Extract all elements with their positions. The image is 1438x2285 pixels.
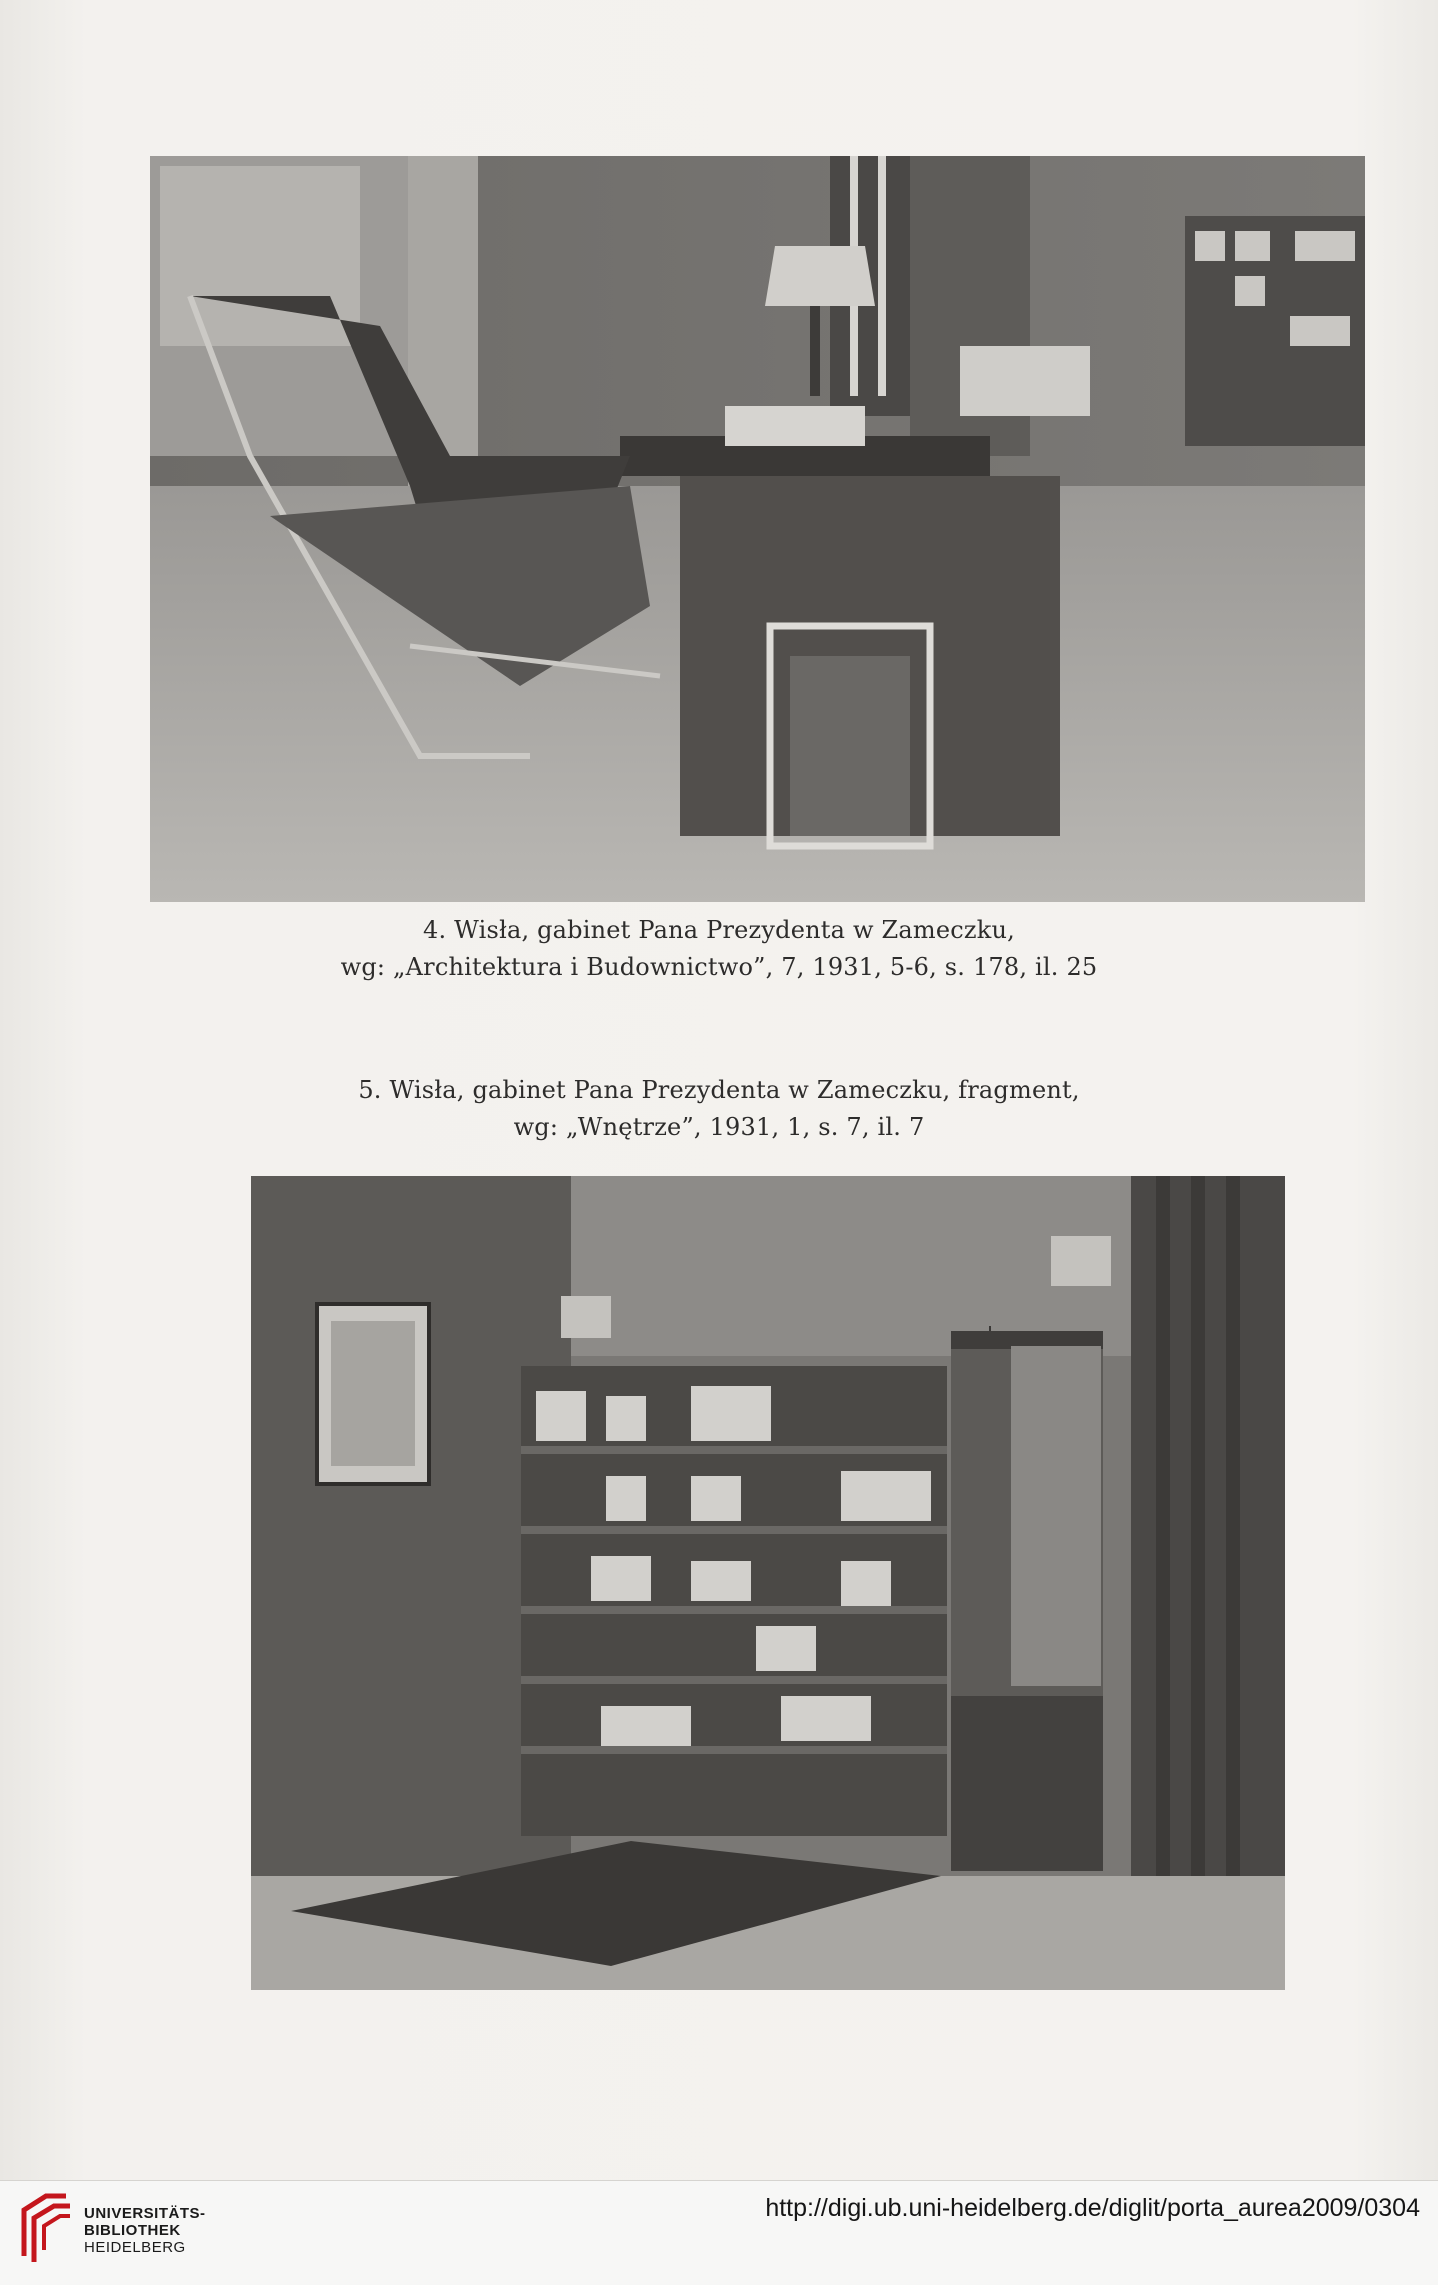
library-name	[84, 2205, 206, 2256]
library-name-line2: BIBLIOTHEK	[84, 2222, 181, 2239]
photo-office-interior	[150, 156, 1365, 902]
figure-4-caption-line1: 4. Wisła, gabinet Pana Prezydenta w Zameczku,	[423, 916, 1015, 944]
figure-4-caption-line2: wg: „Architektura i Budownictwo”, 7, 1931, 5-6, s. 178, il. 25	[340, 953, 1098, 981]
figure-5-caption	[0, 1072, 1438, 1146]
figure-5-caption-line2: wg: „Wnętrze”, 1931, 1, s. 7, il. 7	[513, 1113, 925, 1141]
library-name-line1: UNIVERSITÄTS-	[84, 2205, 206, 2222]
figure-5-caption-line1: 5. Wisła, gabinet Pana Prezydenta w Zameczku, fragment,	[358, 1076, 1080, 1104]
figure-4-caption	[0, 912, 1438, 986]
ub-heidelberg-logo-icon	[16, 2188, 74, 2268]
permalink-url[interactable]: http://digi.ub.uni-heidelberg.de/diglit/porta_aurea2009/0304	[765, 2194, 1420, 2222]
library-name-line3: HEIDELBERG	[84, 2239, 186, 2256]
photo-bookcase-fragment	[251, 1176, 1285, 1990]
